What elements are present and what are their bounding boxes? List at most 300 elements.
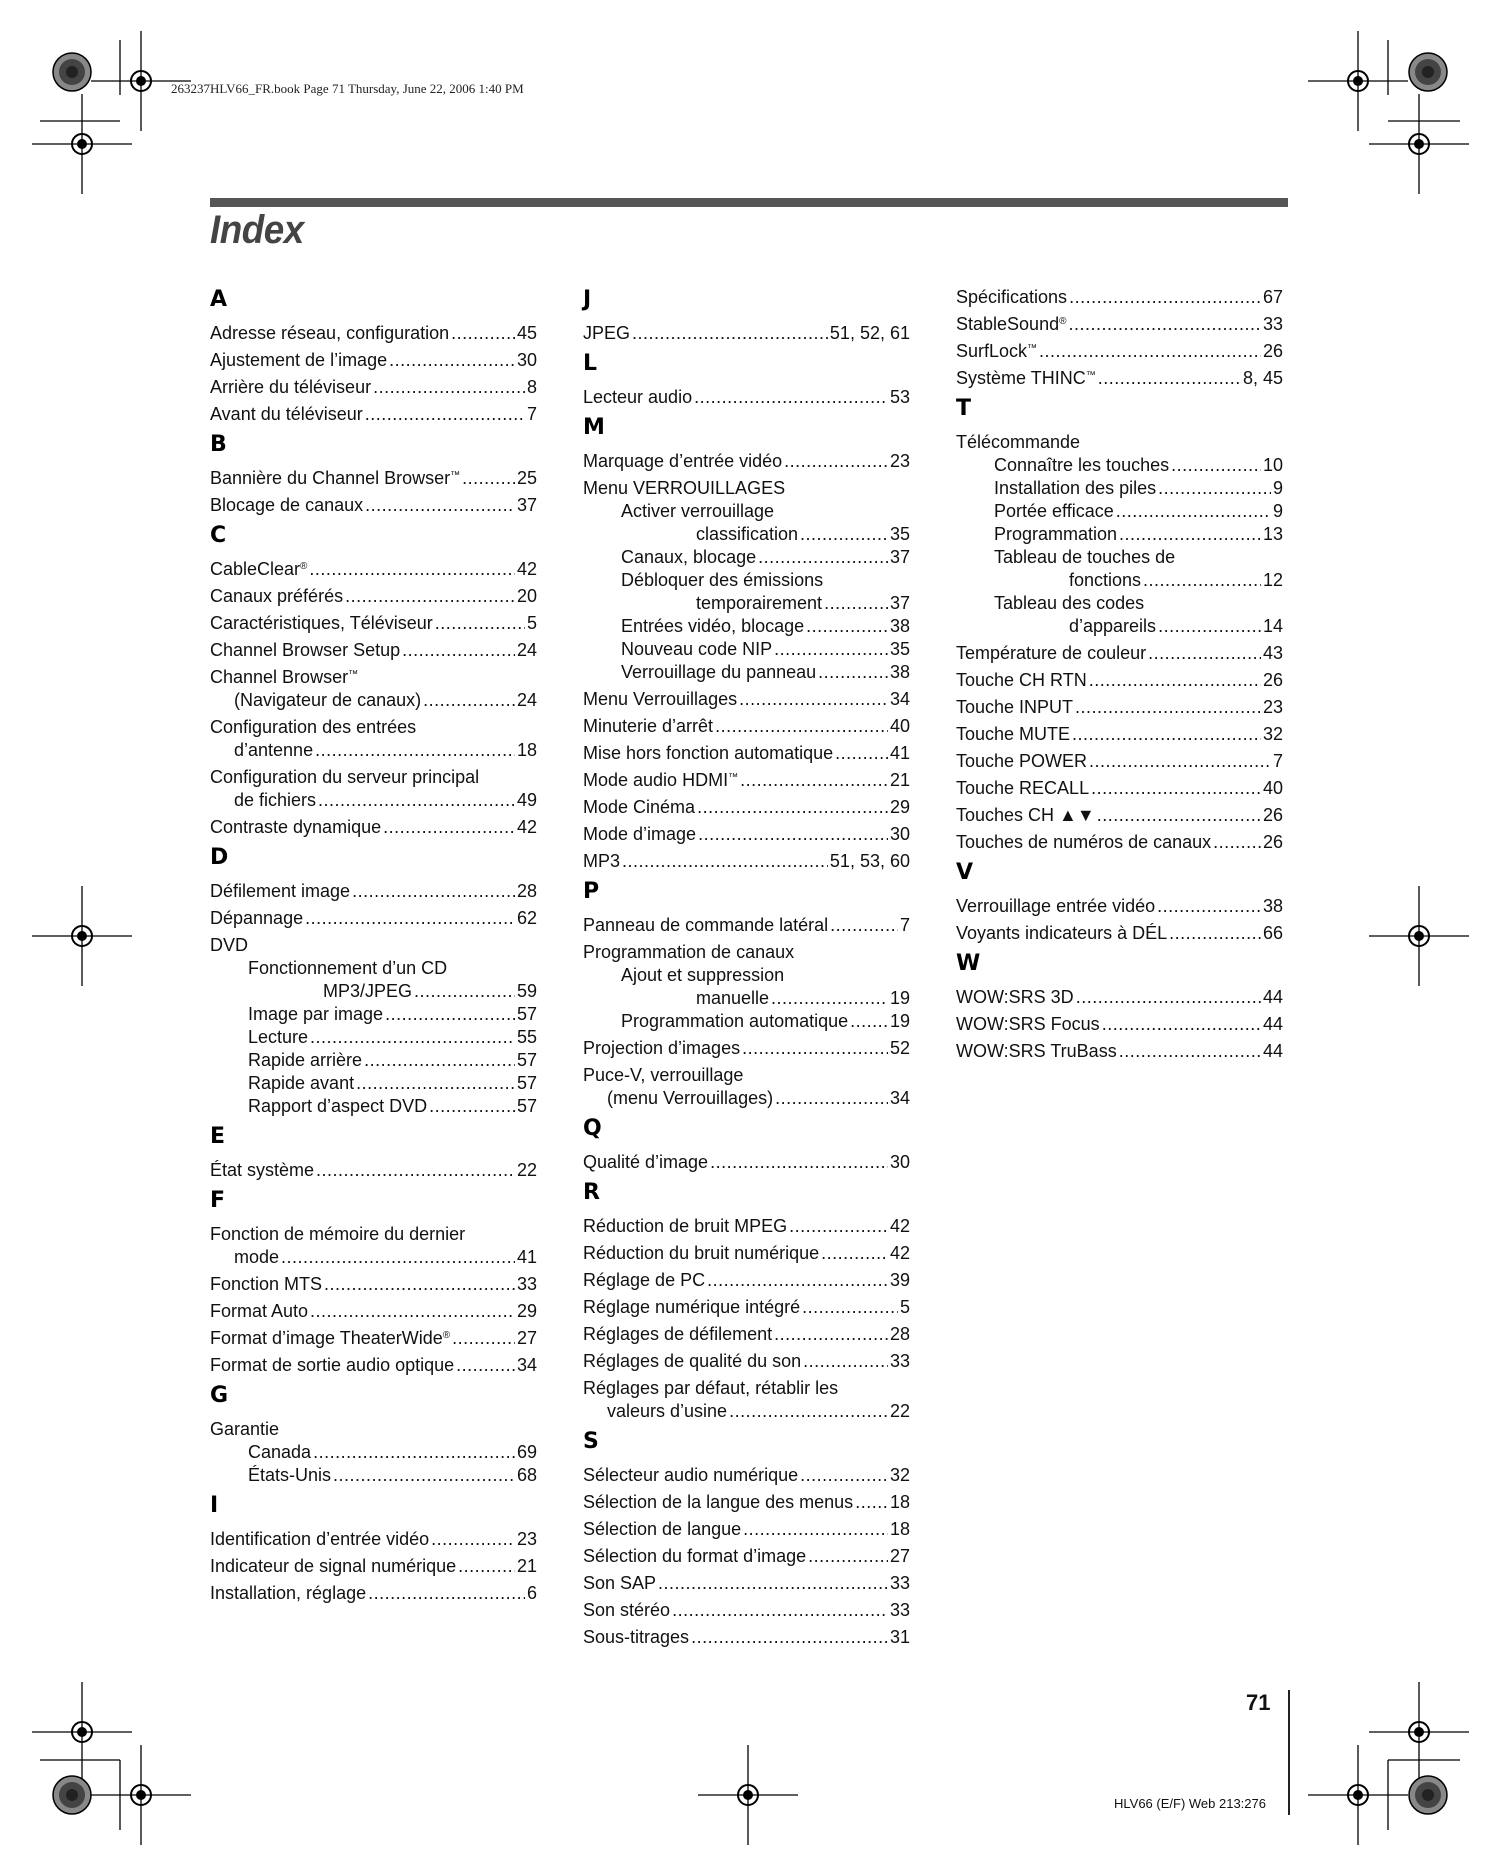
index-entry-label: Rapide arrière <box>248 1050 363 1070</box>
index-entry-label: Blocage de canaux <box>210 495 364 515</box>
index-entry-label: DVD <box>210 935 249 955</box>
index-entry-page: 67 <box>1262 287 1283 307</box>
index-entry-label: Ajustement de l’image <box>210 350 388 370</box>
index-section-letter: B <box>210 432 227 457</box>
dot-leader <box>658 1572 888 1595</box>
index-entry <box>583 914 910 937</box>
dot-leader <box>1116 500 1271 523</box>
index-entry-page: 38 <box>889 662 910 682</box>
index-entry-page: 26 <box>1262 805 1283 825</box>
index-entry <box>583 546 910 569</box>
index-entry-page: 8, 45 <box>1242 368 1283 388</box>
index-entry-label: Ajout et suppression <box>621 965 785 985</box>
index-section-letter: C <box>210 523 227 548</box>
index-entry-page: 41 <box>889 743 910 763</box>
dot-leader <box>402 639 515 662</box>
index-entry-page: 35 <box>889 639 910 659</box>
index-entry-label: Tableau de touches de <box>994 547 1176 567</box>
index-entry <box>583 523 910 546</box>
index-entry <box>583 638 910 661</box>
index-entry-page: 5 <box>899 1297 910 1317</box>
index-entry <box>210 716 537 739</box>
index-entry-label: Installation des piles <box>994 478 1157 498</box>
index-entry <box>210 934 537 957</box>
index-entry-label: Fonction de mémoire du dernier <box>210 1224 466 1244</box>
index-entry-page: 9 <box>1272 501 1283 521</box>
index-entry-page: 33 <box>1262 314 1283 334</box>
index-entry-label: Réglages de défilement <box>583 1324 773 1344</box>
index-entry-page: 41 <box>516 1247 537 1267</box>
index-entry <box>956 454 1283 477</box>
index-entry <box>210 739 537 762</box>
dot-leader <box>835 742 888 765</box>
index-entry <box>583 1626 910 1649</box>
index-entry <box>210 1273 537 1296</box>
index-entry <box>583 592 910 615</box>
index-entry <box>210 639 537 662</box>
index-entry <box>210 1418 537 1441</box>
index-entry <box>583 615 910 638</box>
index-entry <box>956 431 1283 454</box>
index-entry-page: 40 <box>1262 778 1283 798</box>
registration-wheel-icon <box>1409 53 1447 91</box>
dot-leader <box>364 1049 515 1072</box>
dot-leader <box>1143 569 1261 592</box>
index-entry-page: 44 <box>1262 1014 1283 1034</box>
index-entry-page: 37 <box>516 495 537 515</box>
index-entry <box>956 777 1283 800</box>
dot-leader <box>305 907 515 930</box>
index-entry-page: 18 <box>889 1519 910 1539</box>
dot-leader <box>771 987 888 1010</box>
index-entry-label: Mode audio HDMI™ <box>583 770 739 790</box>
index-entry-label: Minuterie d’arrêt <box>583 716 714 736</box>
index-entry-label: Panneau de commande latéral <box>583 915 829 935</box>
index-entry-label: Connaître les touches <box>994 455 1170 475</box>
index-entry-label: Entrées vidéo, blocage <box>621 616 805 636</box>
index-entry-label: Rapide avant <box>248 1073 355 1093</box>
dot-leader <box>1169 922 1261 945</box>
index-entry-page: 57 <box>516 1096 537 1116</box>
index-entry-page: 25 <box>516 468 537 488</box>
index-entry <box>583 1545 910 1568</box>
index-entry-label: d’antenne <box>234 740 314 760</box>
dot-leader <box>309 558 515 581</box>
index-entry <box>210 403 537 426</box>
dot-leader <box>715 715 888 738</box>
index-entry-label: Image par image <box>248 1004 384 1024</box>
dot-leader <box>824 592 888 615</box>
index-entry-label: Indicateur de signal numérique <box>210 1556 457 1576</box>
dot-leader <box>356 1072 515 1095</box>
index-entry-label: États-Unis <box>248 1465 332 1485</box>
index-entry <box>210 789 537 812</box>
index-section-letter: A <box>210 287 228 312</box>
index-entry <box>210 322 537 345</box>
index-entry <box>583 477 910 500</box>
index-section-letter: I <box>210 1493 219 1518</box>
index-entry-label: Système THINC™ <box>956 368 1096 388</box>
dot-leader <box>707 1269 888 1292</box>
index-entry-page: 23 <box>889 451 910 471</box>
index-entry-label: Lecteur audio <box>583 387 693 407</box>
index-entry <box>583 1087 910 1110</box>
dot-leader <box>830 914 898 937</box>
index-entry-page: 43 <box>1262 643 1283 663</box>
index-entry-page: 26 <box>1262 832 1283 852</box>
dot-leader <box>324 1273 515 1296</box>
index-entry <box>583 1599 910 1622</box>
index-entry-page: 29 <box>889 797 910 817</box>
dot-leader <box>784 450 888 473</box>
index-entry-page: 23 <box>516 1529 537 1549</box>
index-entry-label: État système <box>210 1160 315 1180</box>
dot-leader <box>368 1582 525 1605</box>
index-entry-page: 44 <box>1262 1041 1283 1061</box>
index-entry-page: 42 <box>889 1216 910 1236</box>
dot-leader <box>1213 831 1261 854</box>
index-column-1 <box>210 286 537 1609</box>
index-entry-page: 13 <box>1262 524 1283 544</box>
dot-leader <box>310 1300 515 1323</box>
dot-leader <box>316 1159 515 1182</box>
index-entry-label: Canaux préférés <box>210 586 344 606</box>
registration-mark-icon <box>32 1682 132 1782</box>
index-entry-label: Défilement image <box>210 881 351 901</box>
index-entry-page: 14 <box>1262 616 1283 636</box>
dot-leader <box>1039 340 1261 363</box>
index-entry-page: 30 <box>889 1152 910 1172</box>
dot-leader <box>1171 454 1261 477</box>
dot-leader <box>710 1151 888 1174</box>
index-entry-label: Menu Verrouillages <box>583 689 738 709</box>
index-entry <box>583 1296 910 1319</box>
index-entry-page: 27 <box>516 1328 537 1348</box>
dot-leader <box>775 1087 888 1110</box>
index-entry-label: Sélection de la langue des menus <box>583 1492 854 1512</box>
index-entry-page: 5 <box>526 613 537 633</box>
registration-mark-icon <box>1308 31 1408 131</box>
dot-leader <box>318 789 515 812</box>
dot-leader <box>1158 477 1271 500</box>
index-entry <box>956 696 1283 719</box>
index-entry-label: Fonction MTS <box>210 1274 323 1294</box>
index-entry <box>583 1400 910 1423</box>
footer-code: HLV66 (E/F) Web 213:276 <box>1114 1796 1266 1811</box>
index-entry <box>210 1327 537 1350</box>
index-entry-label: Activer verrouillage <box>621 501 775 521</box>
index-section-letter: P <box>583 879 600 904</box>
index-entry-label: Caractéristiques, Téléviseur <box>210 613 433 633</box>
dot-leader <box>414 980 515 1003</box>
index-entry-label: Configuration des entrées <box>210 717 417 737</box>
index-entry-label: Menu VERROUILLAGES <box>583 478 786 498</box>
index-entry-page: 26 <box>1262 341 1283 361</box>
page-number-rule <box>1288 1690 1290 1815</box>
registration-mark-icon <box>1369 886 1469 986</box>
index-entry-label: Touches CH ▲▼ <box>956 805 1095 825</box>
registration-mark-icon <box>698 1745 798 1845</box>
index-entry <box>956 642 1283 665</box>
index-entry-page: 59 <box>516 981 537 1001</box>
index-entry-label: Identification d’entrée vidéo <box>210 1529 430 1549</box>
registration-mark-icon <box>32 886 132 986</box>
dot-leader <box>345 585 515 608</box>
index-entry <box>210 1464 537 1487</box>
index-entry-page: 32 <box>889 1465 910 1485</box>
index-entry <box>210 1223 537 1246</box>
index-column-3 <box>956 286 1283 1067</box>
index-entry <box>583 661 910 684</box>
index-entry-label: Télécommande <box>956 432 1081 452</box>
index-entry <box>210 907 537 930</box>
dot-leader <box>313 1441 515 1464</box>
dot-leader <box>774 1323 888 1346</box>
index-entry <box>210 957 537 980</box>
index-entry <box>956 750 1283 773</box>
index-entry <box>583 1010 910 1033</box>
index-entry-page: 37 <box>889 593 910 613</box>
dot-leader <box>806 615 888 638</box>
index-entry-label: Spécifications <box>956 287 1068 307</box>
registration-wheel-icon <box>53 1776 91 1814</box>
dot-leader <box>352 880 515 903</box>
index-entry-label: Avant du téléviseur <box>210 404 363 424</box>
index-entry <box>210 376 537 399</box>
index-entry <box>583 1269 910 1292</box>
index-entry-label: Réduction de bruit MPEG <box>583 1216 788 1236</box>
index-entry-label: (menu Verrouillages) <box>607 1088 774 1108</box>
index-entry-label: Canaux, blocage <box>621 547 757 567</box>
index-entry <box>583 850 910 873</box>
index-entry <box>956 922 1283 945</box>
index-entry <box>583 1350 910 1373</box>
index-entry-page: 24 <box>516 640 537 660</box>
index-entry <box>956 523 1283 546</box>
index-entry-label: fonctions <box>1069 570 1142 590</box>
index-entry-page: 44 <box>1262 987 1283 1007</box>
index-entry-page: 42 <box>516 817 537 837</box>
index-entry-label: classification <box>696 524 799 544</box>
dot-leader <box>1098 367 1241 390</box>
index-entry <box>210 1300 537 1323</box>
dot-leader <box>800 523 888 546</box>
index-entry-page: 57 <box>516 1073 537 1093</box>
index-entry-label: Touches de numéros de canaux <box>956 832 1212 852</box>
dot-leader <box>1097 804 1261 827</box>
index-entry-label: d’appareils <box>1069 616 1157 636</box>
index-entry-label: Voyants indicateurs à DÉL <box>956 923 1168 943</box>
index-entry-label: Réglages par défaut, rétablir les <box>583 1378 839 1398</box>
registration-wheel-icon <box>53 53 91 91</box>
index-entry <box>583 796 910 819</box>
index-entry <box>956 895 1283 918</box>
index-entry <box>583 823 910 846</box>
index-entry <box>956 340 1283 363</box>
index-entry <box>956 804 1283 827</box>
index-entry-page: 68 <box>516 1465 537 1485</box>
index-entry-page: 21 <box>889 770 910 790</box>
index-entry <box>210 1354 537 1377</box>
index-entry-page: 7 <box>1272 751 1283 771</box>
index-entry-label: Canada <box>248 1442 312 1462</box>
dot-leader <box>774 638 888 661</box>
index-entry-label: Touche POWER <box>956 751 1088 771</box>
dot-leader <box>458 1555 515 1578</box>
index-entry <box>956 500 1283 523</box>
dot-leader <box>365 494 515 517</box>
index-entry-label: WOW:SRS TruBass <box>956 1041 1117 1061</box>
index-entry-label: Touche CH RTN <box>956 670 1087 690</box>
index-entry-label: Channel Browser™ <box>210 667 359 687</box>
index-entry-label: Qualité d’image <box>583 1152 709 1172</box>
dot-leader <box>808 1545 888 1568</box>
index-entry <box>210 612 537 635</box>
page-title: Index <box>210 208 304 252</box>
dot-leader <box>740 769 888 792</box>
dot-leader <box>698 823 888 846</box>
index-section-letter: S <box>583 1429 599 1454</box>
dot-leader <box>310 1026 515 1049</box>
index-entry-page: 38 <box>889 616 910 636</box>
index-entry-page: 66 <box>1262 923 1283 943</box>
index-entry-label: Arrière du téléviseur <box>210 377 372 397</box>
index-entry-label: Son stéréo <box>583 1600 671 1620</box>
dot-leader <box>1157 895 1261 918</box>
index-entry <box>210 1072 537 1095</box>
index-entry-label: de fichiers <box>234 790 317 810</box>
index-entry-page: 10 <box>1262 455 1283 475</box>
index-entry-page: 24 <box>516 690 537 710</box>
index-entry-label: Mise hors fonction automatique <box>583 743 834 763</box>
index-entry-label: Marquage d’entrée vidéo <box>583 451 783 471</box>
index-entry-page: 27 <box>889 1546 910 1566</box>
index-entry-page: 33 <box>889 1573 910 1593</box>
index-entry <box>583 1377 910 1400</box>
index-entry-page: 53 <box>889 387 910 407</box>
index-entry <box>956 546 1283 569</box>
index-entry-label: Programmation <box>994 524 1118 544</box>
index-entry-page: 6 <box>526 1583 537 1603</box>
index-entry <box>210 494 537 517</box>
index-entry-label: Touche RECALL <box>956 778 1090 798</box>
index-section-letter: L <box>583 351 598 376</box>
registration-mark-icon <box>1369 94 1469 194</box>
index-entry <box>956 367 1283 390</box>
index-entry-label: Fonctionnement d’un CD <box>248 958 448 978</box>
index-entry <box>583 500 910 523</box>
index-entry-page: 9 <box>1272 478 1283 498</box>
index-entry-page: 35 <box>889 524 910 544</box>
index-entry <box>210 349 537 372</box>
index-entry <box>583 1518 910 1541</box>
dot-leader <box>333 1464 515 1487</box>
index-entry <box>210 558 537 581</box>
index-entry-label: Réduction du bruit numérique <box>583 1243 820 1263</box>
index-entry-label: Dépannage <box>210 908 304 928</box>
index-entry <box>583 987 910 1010</box>
index-entry-page: 18 <box>889 1492 910 1512</box>
index-entry-label: Touche MUTE <box>956 724 1071 744</box>
dot-leader <box>742 1037 888 1060</box>
index-entry-label: manuelle <box>696 988 770 1008</box>
index-entry-page: 39 <box>889 1270 910 1290</box>
index-entry <box>583 1037 910 1060</box>
index-section-letter: E <box>210 1124 226 1149</box>
index-entry <box>956 477 1283 500</box>
index-entry <box>583 1464 910 1487</box>
index-entry-label: Garantie <box>210 1419 280 1439</box>
index-entry-page: 69 <box>516 1442 537 1462</box>
index-entry <box>583 1242 910 1265</box>
dot-leader <box>1119 1040 1261 1063</box>
index-entry-label: MP3 <box>583 851 621 871</box>
index-entry-page: 22 <box>516 1160 537 1180</box>
index-entry <box>956 615 1283 638</box>
index-section-letter: F <box>210 1188 226 1213</box>
index-entry <box>583 1151 910 1174</box>
index-entry-label: Format de sortie audio optique <box>210 1355 455 1375</box>
index-entry <box>583 1491 910 1514</box>
dot-leader <box>1102 1013 1261 1036</box>
index-entry-page: 40 <box>889 716 910 736</box>
index-entry-page: 23 <box>1262 697 1283 717</box>
index-entry-label: Puce-V, verrouillage <box>583 1065 744 1085</box>
index-entry-page: 33 <box>889 1600 910 1620</box>
index-entry-page: 37 <box>889 547 910 567</box>
dot-leader <box>691 1626 888 1649</box>
dot-leader <box>802 1296 898 1319</box>
index-entry <box>583 715 910 738</box>
dot-leader <box>1091 777 1261 800</box>
index-entry <box>210 1026 537 1049</box>
registration-mark-icon <box>1369 1682 1469 1782</box>
index-entry-page: 55 <box>516 1027 537 1047</box>
index-entry-page: 34 <box>889 689 910 709</box>
dot-leader <box>1068 313 1261 336</box>
index-entry-label: Lecture <box>248 1027 309 1047</box>
index-entry <box>583 769 910 792</box>
index-entry <box>210 1095 537 1118</box>
index-entry-label: Mode Cinéma <box>583 797 696 817</box>
index-entry-label: Configuration du serveur principal <box>210 767 480 787</box>
index-entry <box>583 742 910 765</box>
dot-leader <box>743 1518 888 1541</box>
index-entry <box>583 450 910 473</box>
index-entry-page: 28 <box>889 1324 910 1344</box>
index-entry <box>210 666 537 689</box>
index-entry-label: Tableau des codes <box>994 593 1145 613</box>
index-entry-page: 38 <box>1262 896 1283 916</box>
index-entry-page: 19 <box>889 1011 910 1031</box>
dot-leader <box>818 661 888 684</box>
index-entry-label: Format d’image TheaterWide® <box>210 1328 451 1348</box>
index-entry <box>210 1049 537 1072</box>
index-entry <box>956 986 1283 1009</box>
dot-leader <box>758 546 888 569</box>
index-entry-label: Mode d’image <box>583 824 697 844</box>
index-entry-page: 32 <box>1262 724 1283 744</box>
index-entry <box>956 831 1283 854</box>
index-entry-label: Sélecteur audio numérique <box>583 1465 799 1485</box>
dot-leader <box>855 1491 888 1514</box>
registration-mark-icon <box>32 94 132 194</box>
dot-leader <box>315 739 515 762</box>
index-entry <box>583 688 910 711</box>
index-entry <box>583 322 910 345</box>
index-entry <box>583 1323 910 1346</box>
index-entry-page: 22 <box>889 1401 910 1421</box>
